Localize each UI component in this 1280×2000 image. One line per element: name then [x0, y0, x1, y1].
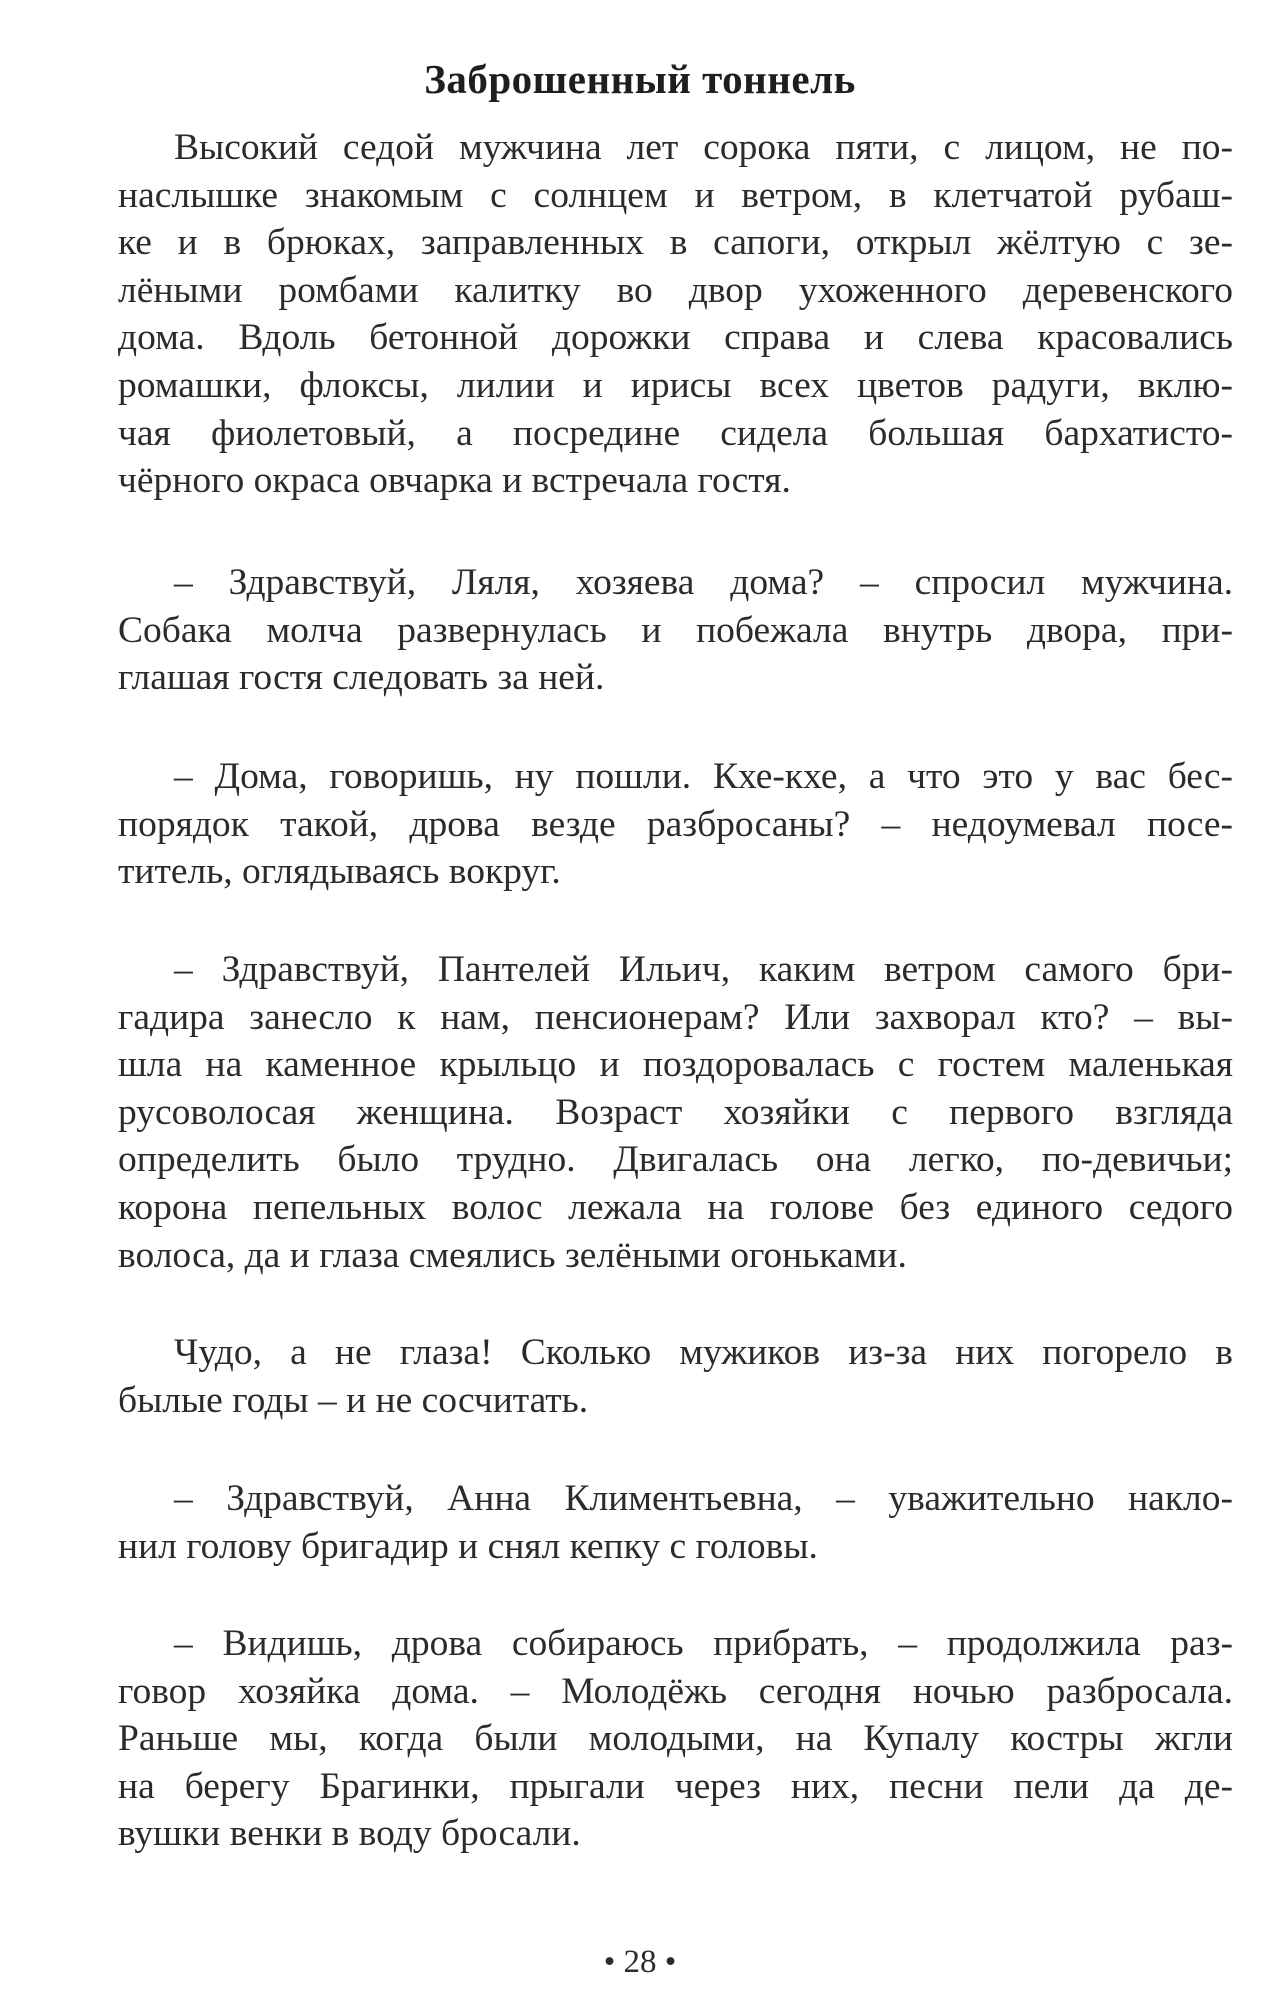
text-line: гадира занесло к нам, пенсионерам? Или захворал кто? – вы- [118, 996, 1233, 1038]
text-line: русоволосая женщина. Возраст хозяйки с первого взгляда [118, 1091, 1233, 1133]
text-line: на берегу Брагинки, прыгали через них, песни пели да де- [118, 1765, 1233, 1807]
text-line: Высокий седой мужчина лет сорока пяти, с лицом, не по- [174, 127, 1233, 168]
text-line: – Видишь, дрова собираюсь прибрать, – продолжила раз- [174, 1623, 1233, 1664]
text-line: определить было трудно. Двигалась она легко, по-девичьи; [118, 1139, 1233, 1181]
text-line: чая фиолетовый, а посредине сидела большая бархатисто- [118, 412, 1233, 454]
text-line: говор хозяйка дома. – Молодёжь сегодня ночью разбросала. [118, 1670, 1233, 1712]
text-line: волоса, да и глаза смеялись зелёными огоньками. [118, 1234, 907, 1276]
text-line: вушки венки в воду бросали. [118, 1813, 581, 1855]
text-line: Чудо, а не глаза! Сколько мужиков из-за них погорело в [174, 1332, 1233, 1373]
text-line: ромашки, флоксы, лилии и ирисы всех цветов радуги, вклю- [118, 364, 1233, 406]
text-line: Собака молча развернулась и побежала внутрь двора, при- [118, 609, 1233, 651]
text-line: порядок такой, дрова везде разбросаны? – недоумевал посе- [118, 803, 1233, 845]
text-line: – Дома, говоришь, ну пошли. Кхе-кхе, а что это у вас бес- [174, 756, 1233, 797]
text-line: корона пепельных волос лежала на голове без единого седого [118, 1186, 1233, 1228]
text-line: лёными ромбами калитку во двор ухоженного деревенского [118, 269, 1233, 311]
text-line: – Здравствуй, Анна Климентьевна, – уважительно накло- [174, 1478, 1233, 1519]
page-number: • 28 • [603, 1944, 677, 1980]
text-line: – Здравствуй, Ляля, хозяева дома? – спросил мужчина. [174, 562, 1233, 603]
paragraph-5 [118, 1329, 1233, 1424]
text-line: – Здравствуй, Пантелей Ильич, каким ветром самого бри- [174, 949, 1233, 990]
text-line: Раньше мы, когда были молодыми, на Купалу костры жгли [118, 1718, 1233, 1760]
paragraph-1 [118, 124, 1233, 505]
text-line: чёрного окраса овчарка и встречала гостя. [118, 460, 791, 502]
text-line: наслышке знакомым с солнцем и ветром, в клетчатой рубаш- [118, 174, 1233, 216]
paragraph-6 [118, 1475, 1233, 1570]
chapter-title: Заброшенный тоннель [424, 56, 856, 103]
text-line: нил голову бригадир и снял кепку с головы. [118, 1525, 818, 1567]
text-line: ке и в брюках, заправленных в сапоги, открыл жёлтую с зе- [118, 222, 1233, 264]
paragraph-2 [118, 559, 1233, 702]
paragraph-7 [118, 1620, 1233, 1858]
paragraph-4 [118, 946, 1233, 1279]
text-line: глашая гостя следовать за ней. [118, 657, 605, 699]
text-line: титель, оглядываясь вокруг. [118, 851, 561, 893]
paragraph-3 [118, 753, 1233, 896]
text-line: шла на каменное крыльцо и поздоровалась с гостем маленькая [118, 1044, 1233, 1086]
text-line: дома. Вдоль бетонной дорожки справа и слева красовались [118, 317, 1233, 359]
text-line: былые годы – и не сосчитать. [118, 1379, 589, 1421]
